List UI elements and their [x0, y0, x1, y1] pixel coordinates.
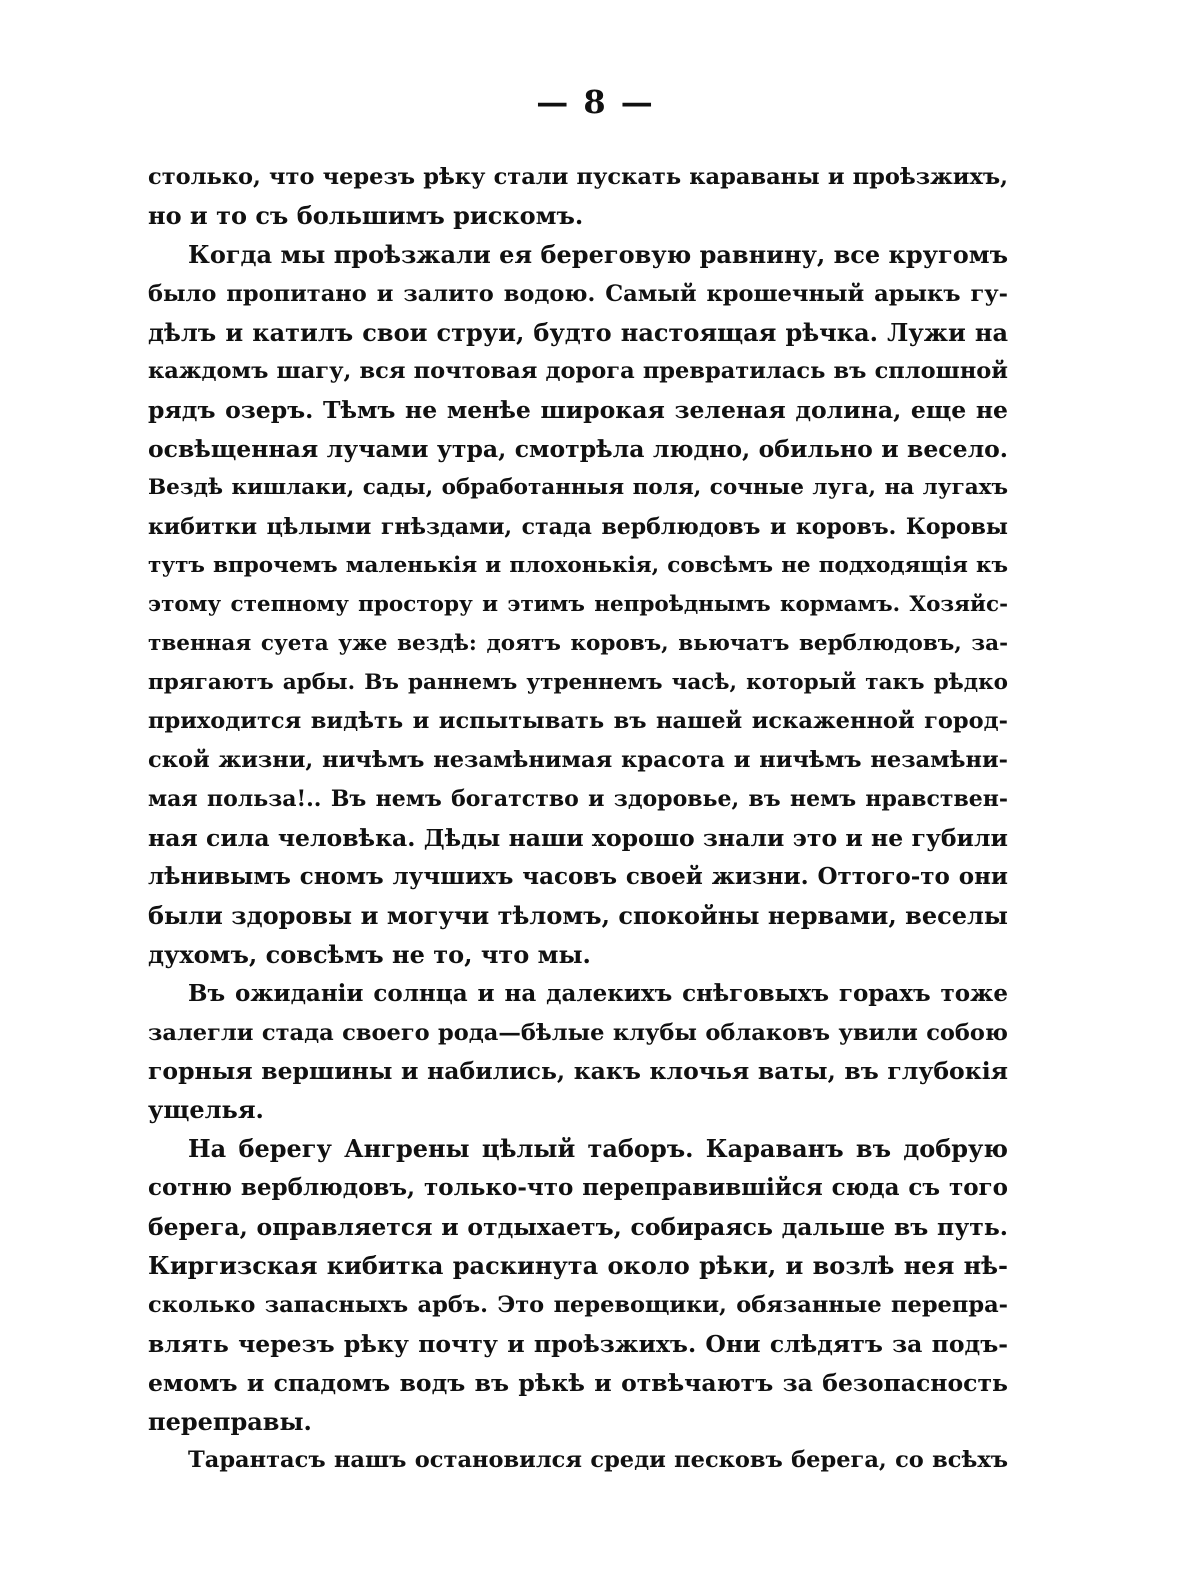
text-line: прягаютъ арбы. Въ раннемъ утреннемъ часѣ, который такъ рѣдко [148, 669, 1008, 695]
text-line: были здоровы и могучи тѣломъ, спокойны нервами, веселы [148, 900, 1008, 930]
text-line: переправы. [148, 1406, 312, 1436]
text-line: этому степному простору и этимъ непроѣднымъ кормамъ. Хозяйс- [148, 591, 1008, 617]
text-line: залегли стада своего рода—бѣлые клубы облаковъ увили собою [148, 1019, 1008, 1046]
text-line: духомъ, совсѣмъ не то, что мы. [148, 939, 591, 969]
text-line: лѣнивымъ сномъ лучшихъ часовъ своей жизни. Оттого-то они [148, 863, 1008, 891]
body-text [148, 158, 1008, 1480]
text-line: влять черезъ рѣку почту и проѣзжихъ. Они слѣдятъ за подъ- [148, 1329, 1008, 1358]
text-line: было пропитано и залито водою. Самый крошечный арыкъ гу- [148, 280, 1008, 307]
text-line: На берегу Ангрены цѣлый таборъ. Караванъ въ добрую [188, 1134, 1008, 1164]
page-number: — 8 — [536, 83, 655, 121]
text-line: Въ ожиданіи солнца и на далекихъ снѣговыхъ горахъ тоже [188, 979, 1008, 1007]
text-line: освѣщенная лучами утра, смотрѣла людно, обильно и весело. [148, 435, 1008, 464]
text-line: Тарантасъ нашъ остановился среди песковъ берега, со всѣхъ [188, 1447, 1008, 1474]
text-line: кибитки цѣлыми гнѣздами, стада верблюдовъ и коровъ. Коровы [148, 514, 1008, 541]
text-line: сотню верблюдовъ, только-что переправившійся сюда съ того [148, 1174, 1008, 1202]
text-line: тутъ впрочемъ маленькія и плохонькія, совсѣмъ не подходящія къ [148, 552, 1008, 578]
text-line: берега, оправляется и отдыхаетъ, собираясь дальше въ путь. [148, 1213, 1008, 1242]
text-line: мая польза!.. Въ немъ богатство и здоровье, въ немъ нравствен- [148, 786, 1008, 813]
text-line: сколько запасныхъ арбъ. Это перевощики, обязанные перепра- [148, 1291, 1008, 1318]
text-line: приходится видѣть и испытывать въ нашей искаженной город- [148, 708, 1008, 735]
text-line: твенная суета уже вездѣ: доятъ коровъ, вьючатъ верблюдовъ, за- [148, 630, 1008, 656]
text-line: дѣлъ и катилъ свои струи, будто настоящая рѣчка. Лужи на [148, 317, 1008, 347]
text-line: Когда мы проѣзжали ея береговую равнину, все кругомъ [188, 239, 1008, 269]
text-line: Вездѣ кишлаки, сады, обработанныя поля, сочные луга, на лугахъ [148, 475, 1008, 501]
text-line: емомъ и спадомъ водъ въ рѣкѣ и отвѣчаютъ за безопасность [148, 1368, 1008, 1397]
text-line: ная сила человѣка. Дѣды наши хорошо знали это и не губили [148, 824, 1008, 853]
text-line: ской жизни, ничѣмъ незамѣнимая красота и ничѣмъ незамѣни- [148, 747, 1008, 774]
text-line: ущелья. [148, 1095, 264, 1125]
text-line: горныя вершины и набились, какъ клочья ваты, въ глубокія [148, 1057, 1008, 1086]
text-line: но и то съ большимъ рискомъ. [148, 200, 584, 230]
text-line: Киргизская кибитка раскинута около рѣки, и возлѣ нея нѣ- [148, 1250, 1008, 1280]
text-line: каждомъ шагу, вся почтовая дорога превратилась въ сплошной [148, 358, 1008, 385]
text-line: столько, что черезъ рѣку стали пускать караваны и проѣзжихъ, [148, 164, 1008, 190]
text-line: рядъ озеръ. Тѣмъ не менѣе широкая зеленая долина, еще не [148, 396, 1008, 425]
